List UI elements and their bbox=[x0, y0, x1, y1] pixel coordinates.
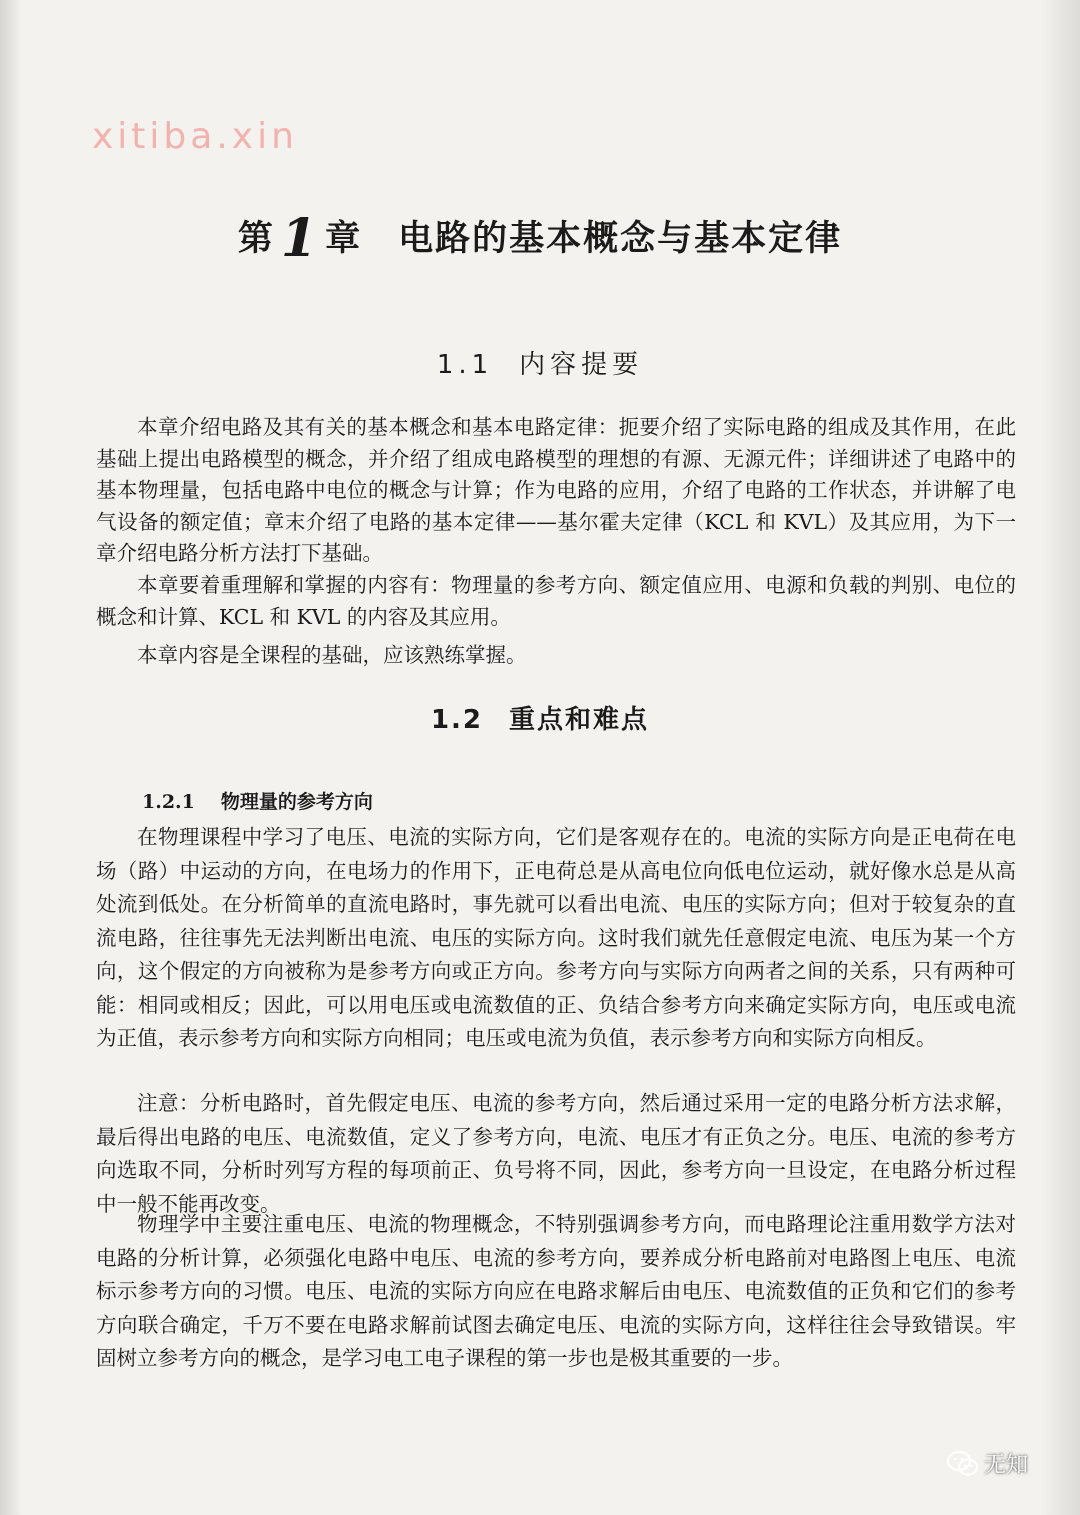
section-number: 1.2 bbox=[430, 705, 484, 735]
wechat-icon bbox=[946, 1450, 980, 1478]
paragraph: 本章介绍电路及其有关的基本概念和基本电路定律：扼要介绍了实际电路的组成及其作用，在此基础上提出电路模型的概念，并介绍了组成电路模型的理想的有源、无源元件；详细讲述了电路中的基本物理量，包括电路中电位的概念与计算；作为电路的应用，介绍了电路的工作状态，并讲解了电气设备的额定值；章末介绍了电路的基本定律——基尔霍夫定律（KCL 和 KVL）及其应用，为下一章介绍电路分析方法打下基础。 bbox=[96, 415, 1016, 565]
paragraph: 物理学中主要注重电压、电流的物理概念，不特别强调参考方向，而电路理论注重用数学方法对电路的分析计算，必须强化电路中电压、电流的参考方向，要养成分析电路前对电路图上电压、电流标示参考方向的习惯。电压、电流的实际方向应在电路求解后由电压、电流数值的正负和它们的参考方向联合确定，千万不要在电路求解前试图去确定电压、电流的实际方向，这样往往会导致错误。牢固树立参考方向的概念，是学习电工电子课程的第一步也是极其重要的一步。 bbox=[96, 1212, 1016, 1370]
paragraph: 本章要着重理解和掌握的内容有：物理量的参考方向、额定值应用、电源和负载的判别、电位的概念和计算、KCL 和 KVL 的内容及其应用。 bbox=[96, 573, 1016, 629]
chapter-prefix: 第 bbox=[237, 218, 275, 259]
section-title: 内容提要 bbox=[519, 350, 644, 380]
paragraph: 本章内容是全课程的基础，应该熟练掌握。 bbox=[137, 643, 527, 667]
section-number: 1.1 bbox=[436, 350, 494, 380]
paragraph: 在物理课程中学习了电压、电流的实际方向，它们是客观存在的。电流的实际方向是正电荷在电场（路）中运动的方向，在电场力的作用下，正电荷总是从高电位向低电位运动，就好像水总是从高处流到低处。在分析简单的直流电路时，事先就可以看出电流、电压的实际方向；但对于较复杂的直流电路，往往事先无法判断出电流、电压的实际方向。这时我们就先任意假定电流、电压为某一个方向，这个假定的方向被称为是参考方向或正方向。参考方向与实际方向两者之间的关系，只有两种可能：相同或相反；因此，可以用电压或电流数值的正、负结合参考方向来确定实际方向，电压或电流为正值，表示参考方向和实际方向相同；电压或电流为负值，表示参考方向和实际方向相反。 bbox=[96, 825, 1016, 1050]
subsection-title: 物理量的参考方向 bbox=[220, 791, 373, 813]
chapter-suffix: 章 bbox=[325, 218, 363, 259]
watermark: xitiba.xin bbox=[92, 116, 298, 157]
section-heading-1-2 bbox=[0, 699, 1080, 736]
section-heading-1-1 bbox=[0, 344, 1080, 381]
subsection-heading-1-2-1 bbox=[142, 787, 373, 814]
paragraph: 注意：分析电路时，首先假定电压、电流的参考方向，然后通过采用一定的电路分析方法求解，最后得出电路的电压、电流数值，定义了参考方向，电流、电压才有正负之分。电压、电流的参考方向选取不同，分析时列写方程的每项前正、负号将不同，因此，参考方向一旦设定，在电路分析过程中一般不能再改变。 bbox=[96, 1091, 1016, 1216]
wechat-account-name: 无知 bbox=[984, 1453, 1029, 1478]
wechat-account-badge[interactable] bbox=[946, 1448, 1028, 1479]
chapter-number: 1 bbox=[280, 208, 320, 269]
chapter-title-text: 电路的基本概念与基本定律 bbox=[398, 218, 843, 259]
section-title: 重点和难点 bbox=[509, 705, 650, 735]
subsection-number: 1.2.1 bbox=[142, 791, 195, 813]
chapter-title bbox=[0, 208, 1080, 269]
